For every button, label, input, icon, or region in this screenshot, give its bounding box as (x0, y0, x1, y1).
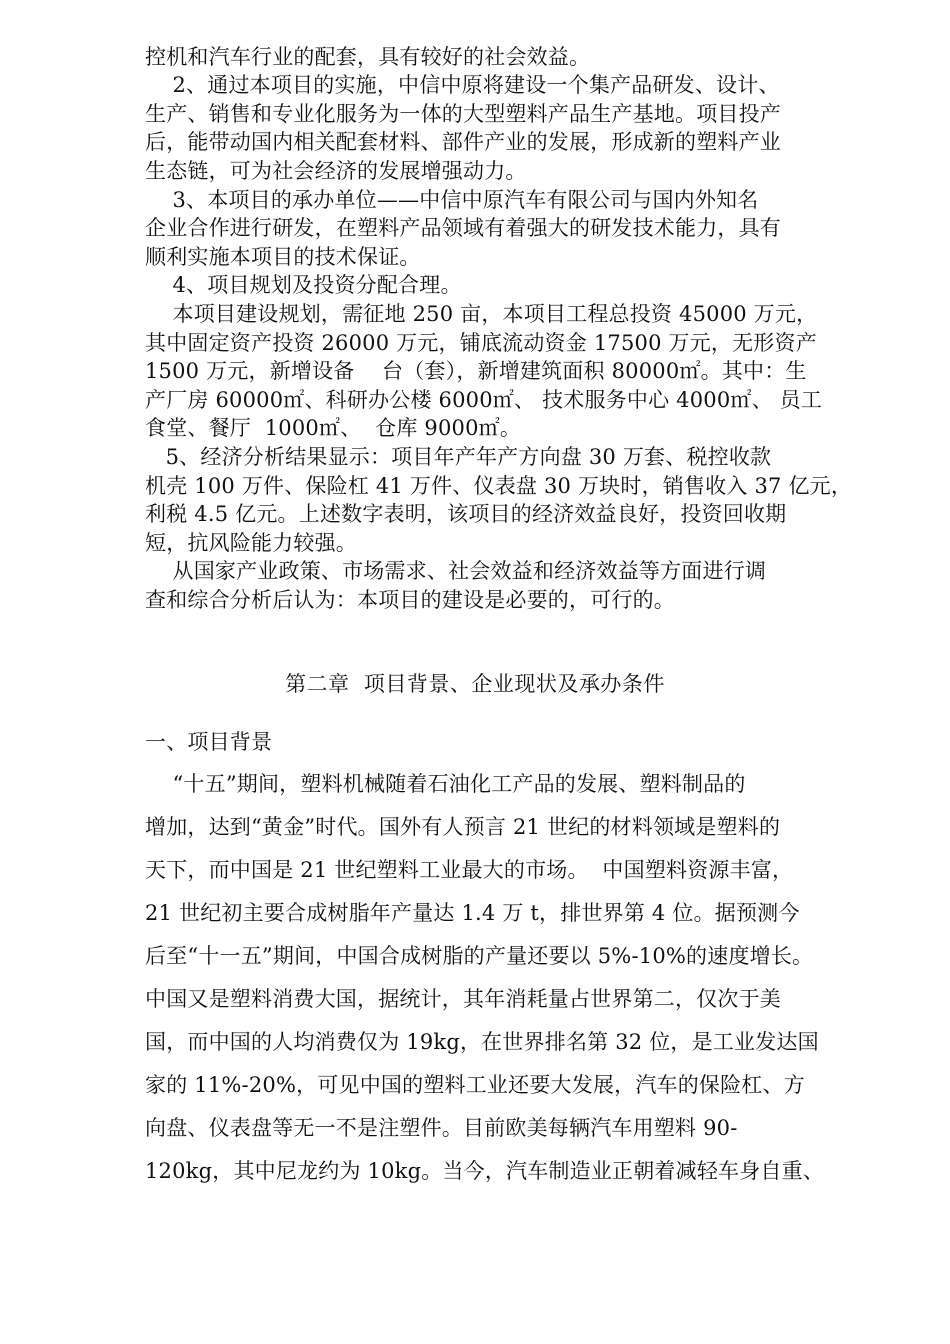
paragraph-line: 控机和汽车行业的配套，具有较好的社会效益。 (145, 45, 591, 69)
paragraph-line: 顺利实施本项目的技术保证。 (145, 245, 421, 269)
paragraph-line: 2、通过本项目的实施，中信中原将建设一个集产品研发、设计、 (145, 73, 780, 97)
paragraph-line: 后至“十一五”期间，中国合成树脂的产量还要以 5%-10%的速度增长。 (145, 944, 814, 968)
paragraph-line: “十五”期间，塑料机械随着石油化工产品的发展、塑料制品的 (145, 772, 746, 796)
paragraph-line: 短，抗风险能力较强。 (145, 531, 357, 555)
paragraph-line: 企业合作进行研发，在塑料产品领域有着强大的研发技术能力，具有 (145, 216, 781, 240)
section-heading: 一、项目背景 (145, 730, 273, 754)
paragraph-line: 本项目建设规划，需征地 250 亩，本项目工程总投资 45000 万元， (145, 302, 818, 326)
paragraph-line: 产厂房 60000㎡、科研办公楼 6000㎡、 技术服务中心 4000㎡、 员工 (145, 388, 823, 412)
paragraph-line: 向盘、仪表盘等无一不是注塑件。目前欧美每辆汽车用塑料 90- (145, 1116, 738, 1140)
paragraph-line: 增加，达到“黄金”时代。国外有人预言 21 世纪的材料领域是塑料的 (145, 815, 781, 839)
paragraph-line: 其中固定资产投资 26000 万元，铺底流动资金 17500 万元，无形资产 (145, 331, 817, 355)
paragraph-line: 天下，而中国是 21 世纪塑料工业最大的市场。 中国塑料资源丰富， (145, 858, 794, 882)
chapter-title: 第二章 项目背景、企业现状及承办条件 (285, 672, 665, 696)
paragraph-line: 查和综合分析后认为：本项目的建设是必要的，可行的。 (145, 588, 675, 612)
paragraph-line: 机壳 100 万件、保险杠 41 万件、仪表盘 30 万块时，销售收入 37 亿元， (145, 474, 853, 498)
paragraph-line: 21 世纪初主要合成树脂年产量达 1.4 万 t，排世界第 4 位。据预测今 (145, 901, 800, 925)
paragraph-line: 120kg，其中尼龙约为 10kg。当今，汽车制造业正朝着减轻车身自重、 (145, 1159, 825, 1183)
paragraph-line: 家的 11%-20%，可见中国的塑料工业还要大发展，汽车的保险杠、方 (145, 1073, 805, 1097)
paragraph-line: 后，能带动国内相关配套材料、部件产业的发展，形成新的塑料产业 (145, 130, 781, 154)
paragraph-line: 从国家产业政策、市场需求、社会效益和经济效益等方面进行调 (145, 559, 767, 583)
paragraph-line: 食堂、餐厅 1000㎡、 仓库 9000㎡。 (145, 416, 522, 440)
paragraph-line: 生产、销售和专业化服务为一体的大型塑料产品生产基地。项目投产 (145, 102, 781, 126)
paragraph-line: 国，而中国的人均消费仅为 19kg，在世界排名第 32 位，是工业发达国 (145, 1030, 819, 1054)
paragraph-line: 1500 万元，新增设备 台（套），新增建筑面积 80000㎡。其中：生 (145, 359, 807, 383)
paragraph-line: 4、项目规划及投资分配合理。 (145, 273, 462, 297)
paragraph-line: 5、经济分析结果显示：项目年产年产方向盘 30 万套、税控收款 (145, 445, 772, 469)
paragraph-line: 利税 4.5 亿元。上述数字表明，该项目的经济效益良好，投资回收期 (145, 502, 787, 526)
paragraph-line: 3、本项目的承办单位——中信中原汽车有限公司与国内外知名 (145, 188, 759, 212)
paragraph-line: 生态链，可为社会经济的发展增强动力。 (145, 159, 527, 183)
paragraph-line: 中国又是塑料消费大国，据统计，其年消耗量占世界第二，仅次于美 (145, 987, 781, 1011)
